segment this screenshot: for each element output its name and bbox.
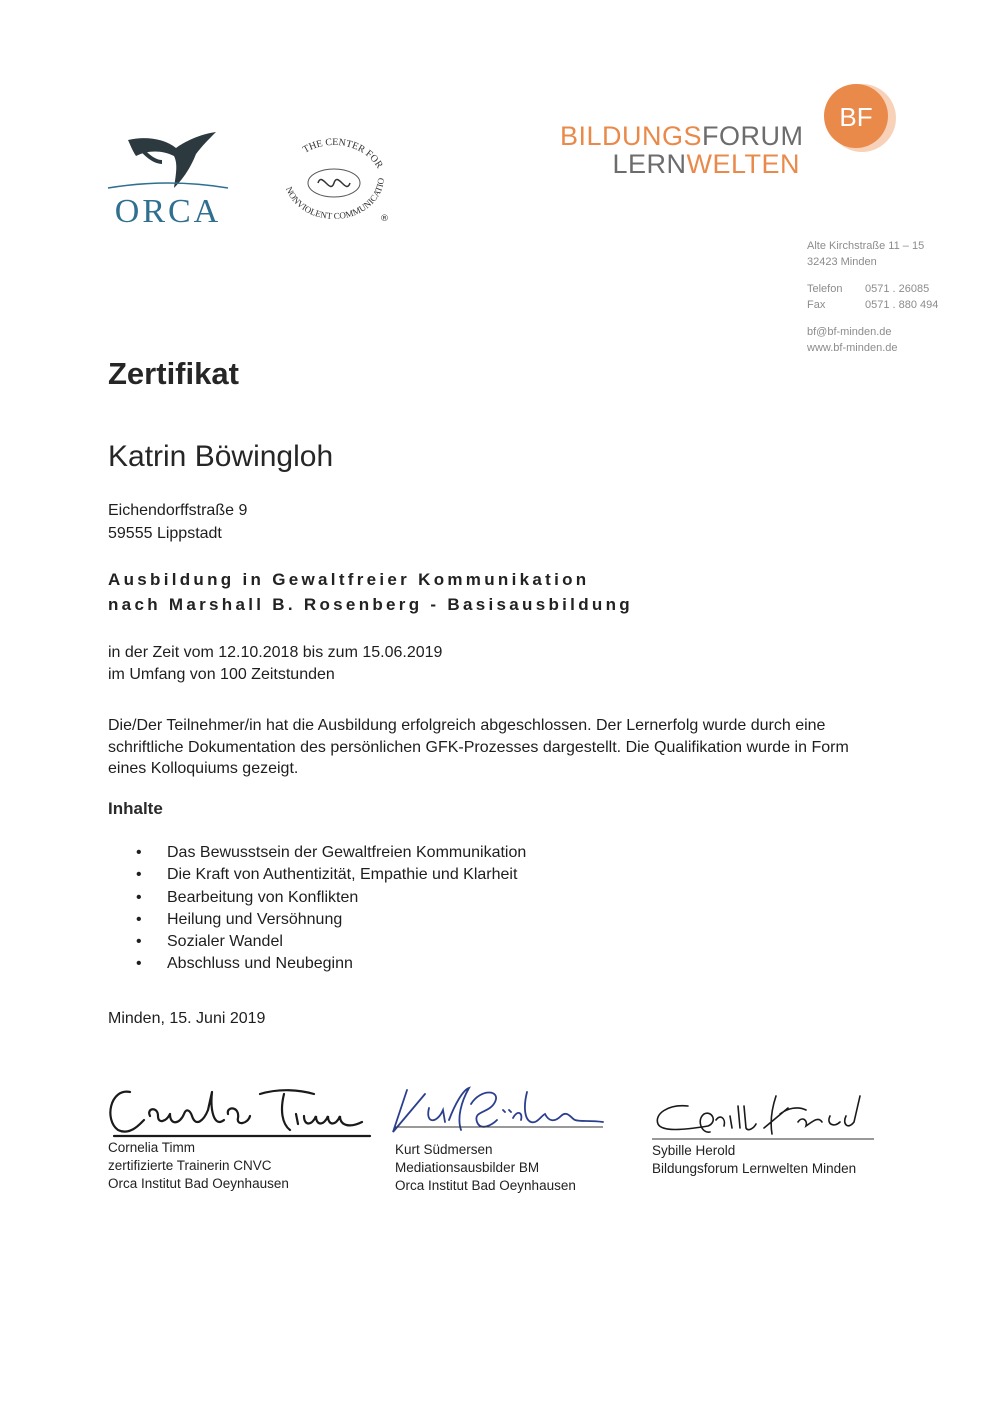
place-and-date: Minden, 15. Juni 2019: [108, 1010, 266, 1027]
completion-description: Die/Der Teilnehmer/in hat die Ausbildung erfolgreich abgeschlossen. Der Lernerfolg wurde durch eine schriftliche Dokumentation des persönlichen GFK-Prozesses dargestellt. Die Qualifikation wurde in Form eines Kolloquiums gezeigt.: [108, 717, 849, 777]
address-line-city: 59555 Lippstadt: [108, 525, 222, 542]
signer-name: Cornelia Timm: [108, 1140, 196, 1155]
list-item: • Abschluss und Neubeginn: [136, 953, 526, 975]
orca-logo: [104, 128, 234, 228]
bullet-icon: •: [136, 888, 142, 906]
phone-label: Telefon: [807, 283, 843, 295]
signature-sybille-herold: [648, 1088, 880, 1148]
bullet-icon: •: [136, 933, 142, 951]
signer-sybille-herold: [652, 1142, 856, 1178]
address-line-street: Eichendorffstraße 9: [108, 502, 248, 519]
course-title-line1: Ausbildung in Gewaltfreier Kommunikation: [108, 570, 590, 589]
svg-text:THE CENTER FOR: THE CENTER FOR: [301, 136, 385, 171]
recipient-address: [108, 499, 247, 545]
course-title: [108, 567, 633, 617]
signer-organization: Orca Institut Bad Oeynhausen: [108, 1176, 289, 1191]
signer-organization: Orca Institut Bad Oeynhausen: [395, 1178, 576, 1193]
contact-street: Alte Kirchstraße 11 – 15: [807, 240, 925, 252]
period-hours: im Umfang von 100 Zeitstunden: [108, 666, 335, 683]
signer-kurt-suedmersen: [395, 1141, 576, 1195]
contact-block: [807, 238, 977, 356]
bullet-icon: •: [136, 844, 142, 861]
orca-logo-text: ORCA: [114, 193, 222, 228]
list-item: • Sozialer Wandel: [136, 931, 526, 953]
list-item: • Das Bewusstsein der Gewaltfreien Kommunikation: [136, 842, 526, 864]
course-period: [108, 642, 442, 686]
contact-web: www.bf-minden.de: [807, 342, 898, 354]
bullet-icon: •: [136, 955, 142, 973]
contents-heading: Inhalte: [108, 799, 163, 818]
period-dates: in der Zeit vom 12.10.2018 bis zum 15.06.2019: [108, 644, 443, 661]
svg-text:®: ®: [380, 214, 389, 224]
contact-email: bf@bf-minden.de: [807, 326, 892, 338]
contact-city: 32423 Minden: [807, 256, 877, 268]
bullet-icon: •: [136, 866, 142, 884]
signer-organization: Bildungsforum Lernwelten Minden: [652, 1161, 857, 1176]
signer-role: zertifizierte Trainerin CNVC: [108, 1158, 272, 1173]
bullet-icon: •: [136, 910, 142, 928]
cnvc-seal-logo: [276, 135, 392, 230]
course-title-line2: nach Marshall B. Rosenberg - Basisausbildung: [108, 595, 633, 614]
signature-kurt-suedmersen: [385, 1080, 610, 1140]
bf-badge-logo: [818, 78, 900, 160]
list-item: • Die Kraft von Authentizität, Empathie und Klarheit: [136, 864, 526, 886]
phone-number: 0571 . 26085: [865, 283, 930, 295]
list-item: • Heilung und Versöhnung: [136, 909, 526, 931]
contents-list: [136, 842, 526, 976]
signer-name: Kurt Südmersen: [395, 1142, 493, 1157]
fax-label: Fax: [807, 299, 826, 311]
svg-text:NONVIOLENT COMMUNICATION: NONVIOLENT COMMUNICATIO: [283, 177, 387, 222]
fax-number: 0571 . 880 494: [865, 299, 939, 311]
signer-cornelia-timm: [108, 1139, 289, 1193]
contact-fax-row: [807, 297, 977, 313]
signature-cornelia-timm: [100, 1080, 385, 1140]
list-item: • Bearbeitung von Konflikten: [136, 887, 526, 909]
signer-name: Sybille Herold: [652, 1143, 736, 1158]
signer-role: Mediationsausbilder BM: [395, 1160, 540, 1175]
recipient-name: Katrin Böwingloh: [108, 440, 334, 473]
bf-badge-text: BF: [839, 102, 873, 132]
bildungsforum-wordmark: BILDUNGSFORUM LERNWELTEN: [560, 121, 804, 179]
document-title: Zertifikat: [108, 356, 239, 391]
contact-phone-row: [807, 281, 977, 297]
